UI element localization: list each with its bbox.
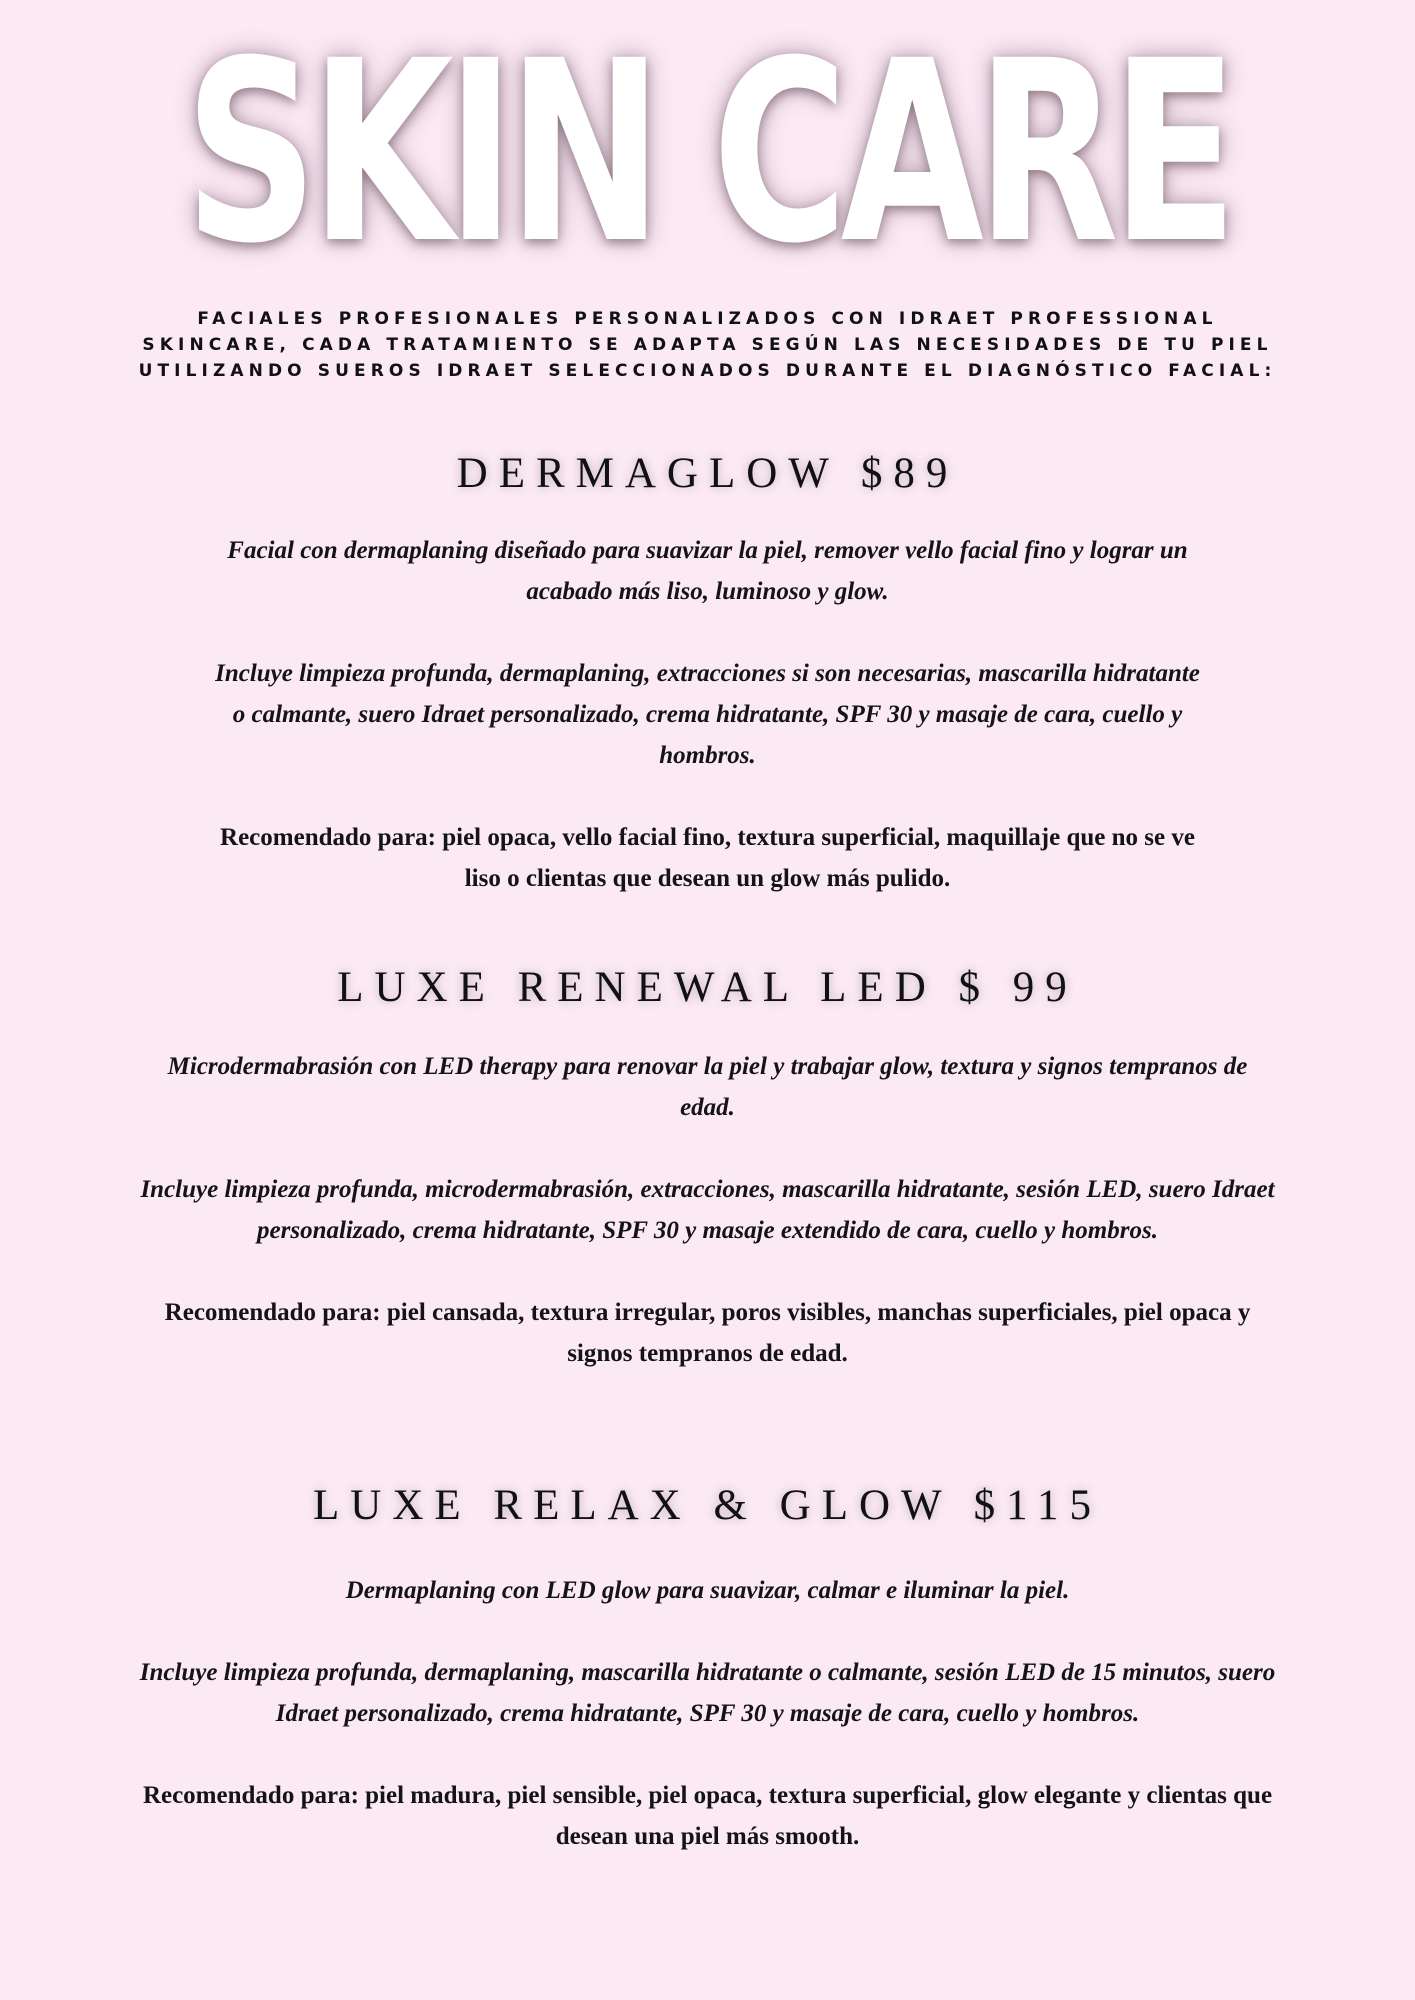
- service-title: DERMAGLOW $89: [456, 450, 959, 497]
- service-description: Dermaplaning con LED glow para suavizar, calmar e iluminar la piel.: [345, 1577, 1070, 1604]
- service-recommended-for: Recomendado para: piel cansada, textura irregular, poros visibles, manchas superficiales, piel opaca y signos tempranos de edad.: [164, 1299, 1251, 1367]
- service-luxe-renewal-led: [140, 962, 1275, 1374]
- service-includes: Incluye limpieza profunda, dermaplaning, mascarilla hidratante o calmante, sesión LED de 15 minutos, suero Idraet personalizado, crema hidratante, SPF 30 y masaje de cara, cuello y hombros.: [139, 1659, 1276, 1727]
- service-dermaglow: [140, 448, 1275, 899]
- page-header: [0, 7, 1415, 381]
- service-title: LUXE RELAX & GLOW $115: [313, 1482, 1102, 1529]
- page-title: SKIN CARE: [184, 7, 1231, 298]
- service-includes: Incluye limpieza profunda, microdermabrasión, extracciones, mascarilla hidratante, sesión LED, suero Idraet personalizado, crema hidratante, SPF 30 y masaje extendido de cara, cuello y hombros.: [140, 1176, 1275, 1244]
- service-description: Facial con dermaplaning diseñado para suavizar la piel, remover vello facial fino y lograr un acabado más liso, luminoso y glow.: [227, 537, 1188, 605]
- service-recommended-for: Recomendado para: piel opaca, vello facial fino, textura superficial, maquillaje que no se ve liso o clientas que desean un glow más pulido.: [220, 824, 1195, 892]
- service-luxe-relax-glow: [130, 1480, 1285, 1857]
- service-title: LUXE RENEWAL LED $ 99: [337, 964, 1078, 1011]
- service-includes: Incluye limpieza profunda, dermaplaning, extracciones si son necesarias, mascarilla hidratante o calmante, suero Idraet personalizado, crema hidratante, SPF 30 y masaje de cara, cuello y hombros.: [215, 660, 1200, 769]
- service-recommended-for: Recomendado para: piel madura, piel sensible, piel opaca, textura superficial, glow elegante y clientas que desean una piel más smooth.: [142, 1782, 1273, 1850]
- service-description: Microdermabrasión con LED therapy para renovar la piel y trabajar glow, textura y signos tempranos de edad.: [167, 1053, 1248, 1121]
- page-subtitle: FACIALES PROFESIONALES PERSONALIZADOS CON IDRAET PROFESSIONAL SKINCARE, CADA TRATAMIENTO SE ADAPTA SEGÚN LAS NECESIDADES DE TU PIEL UTILIZANDO SUEROS IDRAET SELECCIONADOS DURANTE EL DIAGNÓSTICO FACIAL:: [138, 309, 1277, 381]
